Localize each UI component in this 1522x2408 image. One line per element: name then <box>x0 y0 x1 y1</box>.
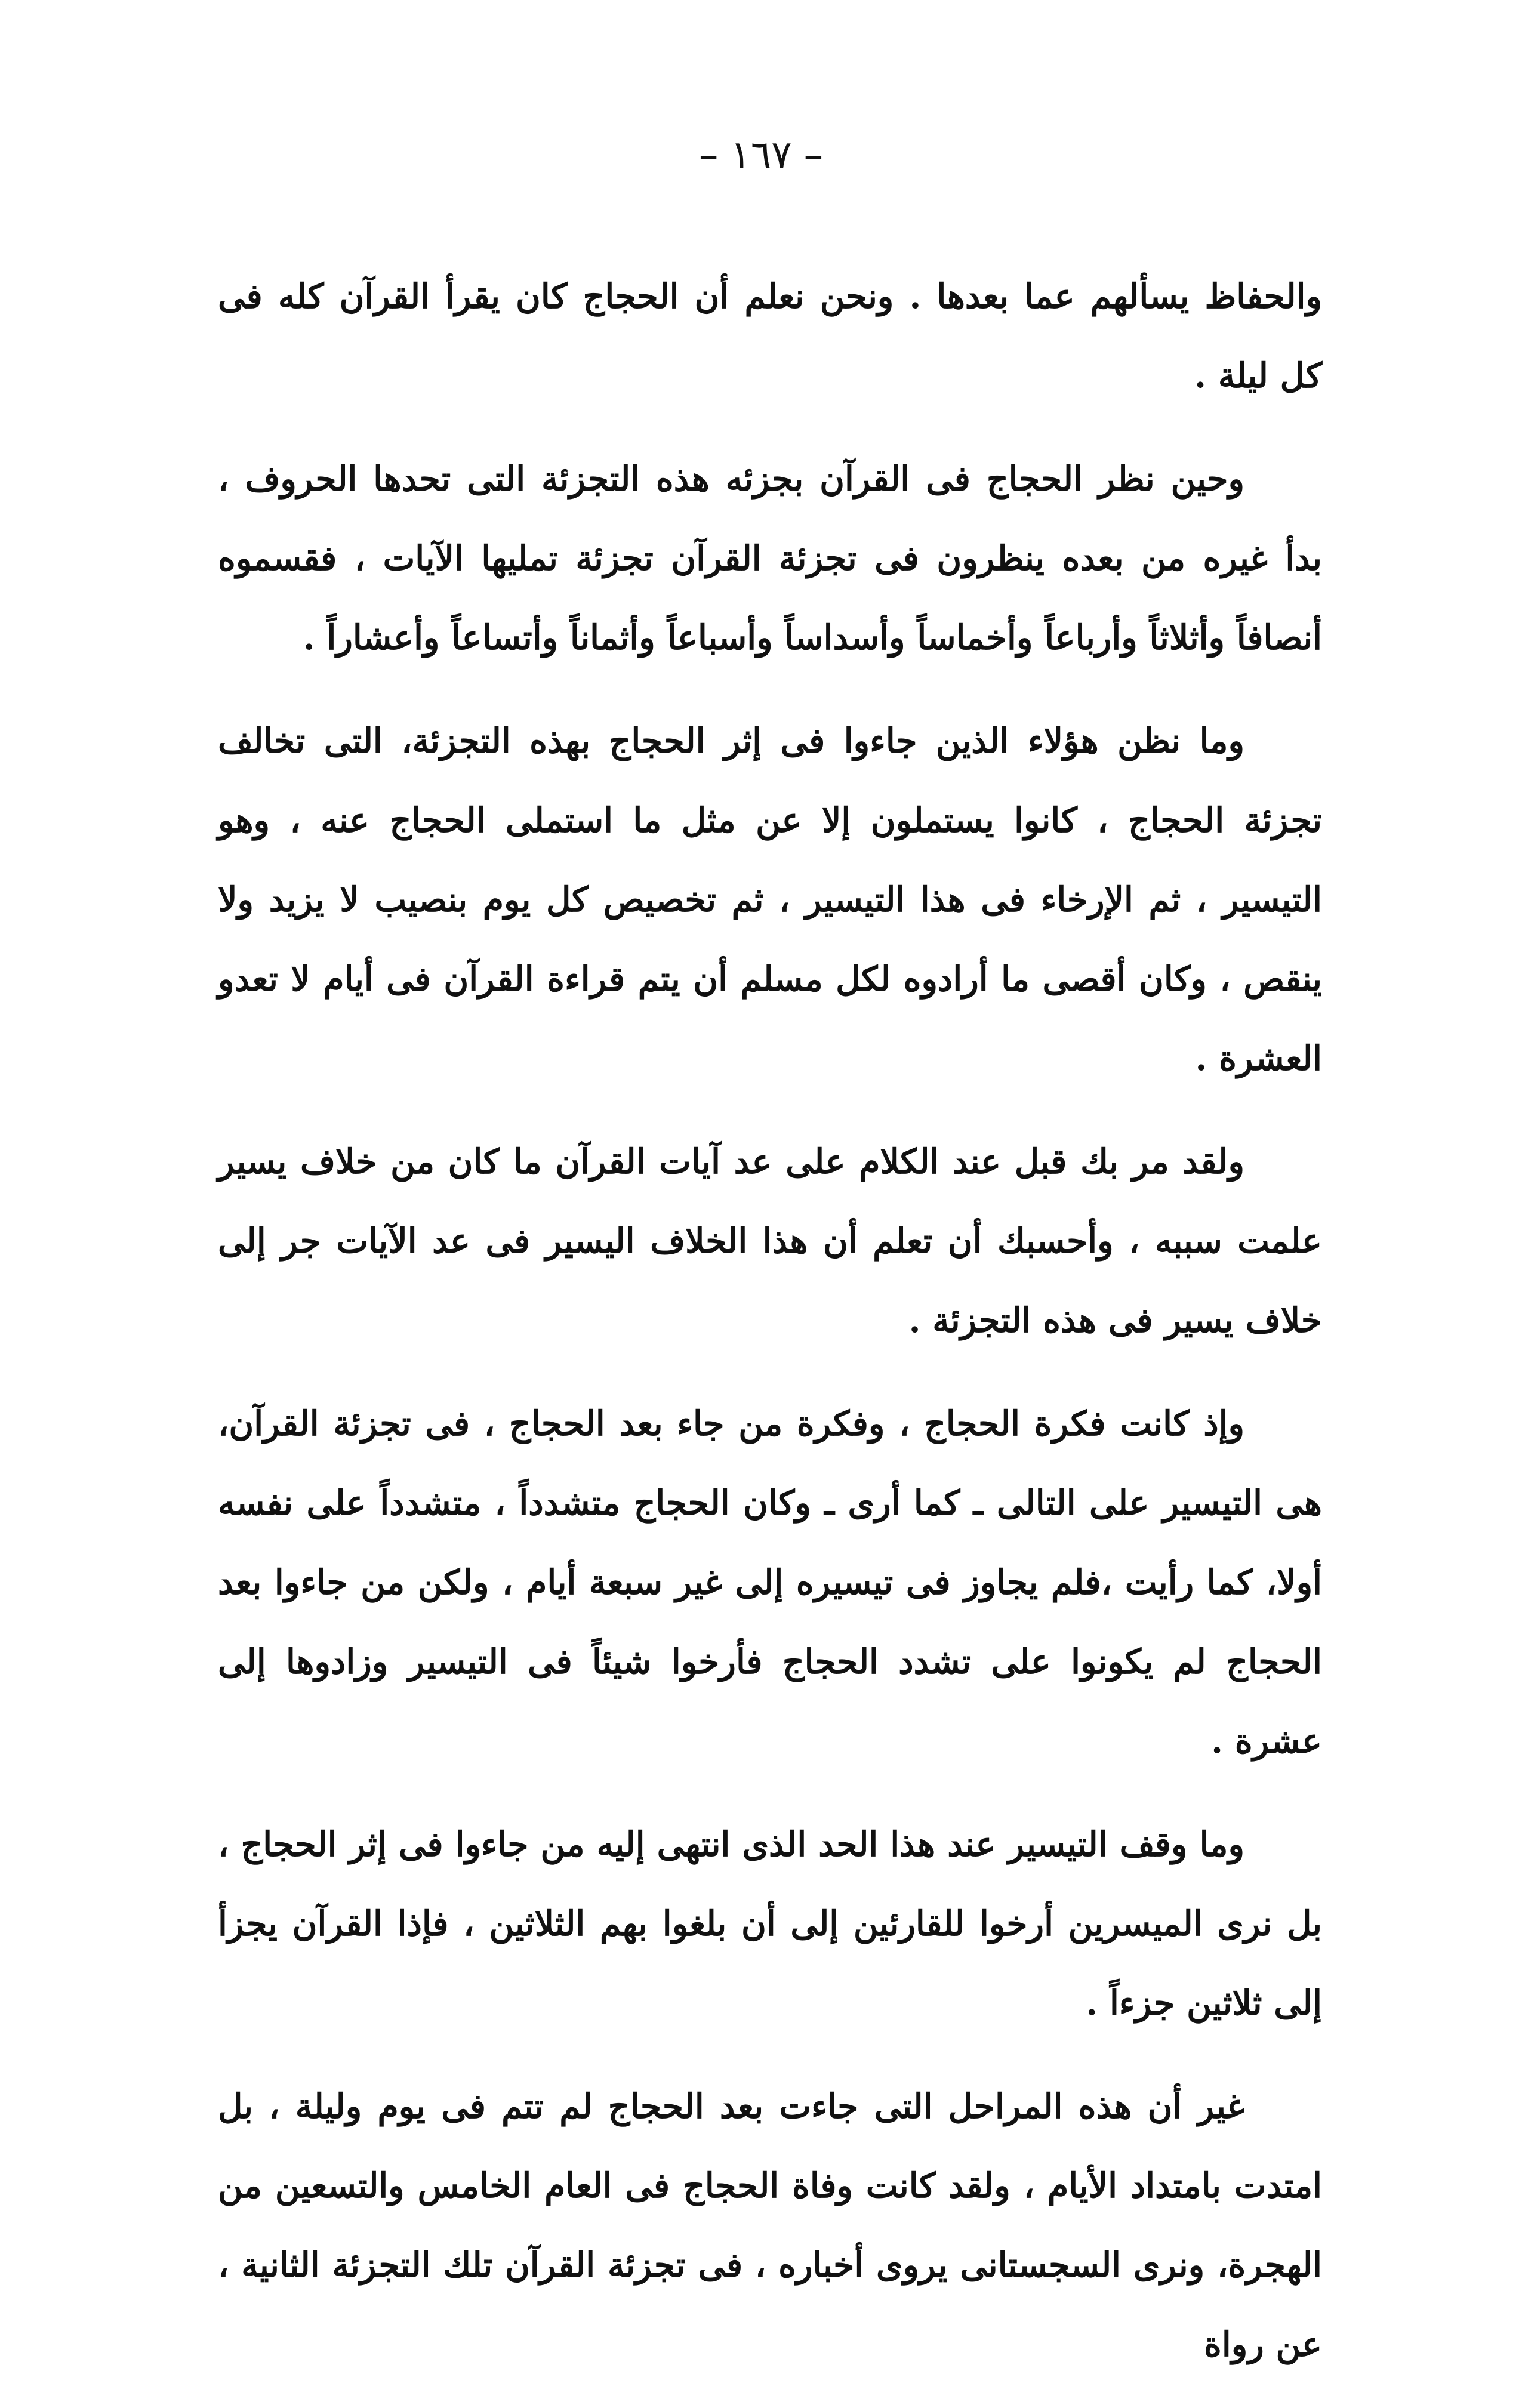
page-body <box>218 257 1322 2408</box>
paragraph-5: وإذ كانت فكرة الحجاج ، وفكرة من جاء بعد الحجاج ، فى تجزئة القرآن، هى التيسير على التالى ـ كما أرى ـ وكان الحجاج متشدداً ، متشدداً على نفسه أولا، كما رأيت ،فلم يجاوز فى تيسيره إلى غير سبعة أيام ، ولكن من جاءوا بعد الحجاج لم يكونوا على تشدد الحجاج فأرخوا شيئاً فى التيسير وزادوها إلى عشرة . <box>218 1404 1322 1761</box>
paragraph-1: والحفاظ يسألهم عما بعدها . ونحن نعلم أن الحجاج كان يقرأ القرآن كله فى كل ليلة . <box>218 276 1322 396</box>
paragraph-2: وحين نظر الحجاج فى القرآن بجزئه هذه التجزئة التى تحدها الحروف ، بدأ غيره من بعده ينظرون فى تجزئة القرآن تجزئة تمليها الآيات ، فقسموه أنصافاً وأثلاثاً وأرباعاً وأخماساً وأسداساً وأسباعاً وأثماناً وأتساعاً وأعشاراً . <box>218 459 1322 658</box>
paragraph-4: ولقد مر بك قبل عند الكلام على عد آيات القرآن ما كان من خلاف يسير علمت سببه ، وأحسبك أن تعلم أن هذا الخلاف اليسير فى عد الآيات جر إلى خلاف يسير فى هذه التجزئة . <box>218 1142 1322 1340</box>
paragraph-6: وما وقف التيسير عند هذا الحد الذى انتهى إليه من جاءوا فى إثر الحجاج ، بل نرى الميسرين أرخوا للقارئين إلى أن بلغوا بهم الثلاثين ، فإذا القرآن يجزأ إلى ثلاثين جزءاً . <box>218 1824 1322 2023</box>
paragraph-7: غير أن هذه المراحل التى جاءت بعد الحجاج لم تتم فى يوم وليلة ، بل امتدت بامتداد الأيام ، ولقد كانت وفاة الحجاج فى العام الخامس والتسعين من الهجرة، ونرى السجستانى يروى أخباره ، فى تجزئة القرآن تلك التجزئة الثانية ، عن رواة <box>218 2086 1322 2364</box>
paragraph-3: وما نظن هؤلاء الذين جاءوا فى إثر الحجاج بهذه التجزئة، التى تخالف تجزئة الحجاج ، كانوا يستملون إلا عن مثل ما استملى الحجاج عنه ، وهو التيسير ، ثم الإرخاء فى هذا التيسير ، ثم تخصيص كل يوم بنصيب لا يزيد ولا ينقص ، وكان أقصى ما أرادوه لكل مسلم أن يتم قراءة القرآن فى أيام لا تعدو العشرة . <box>218 721 1323 1078</box>
page-number: – ١٦٧ – <box>699 133 823 177</box>
